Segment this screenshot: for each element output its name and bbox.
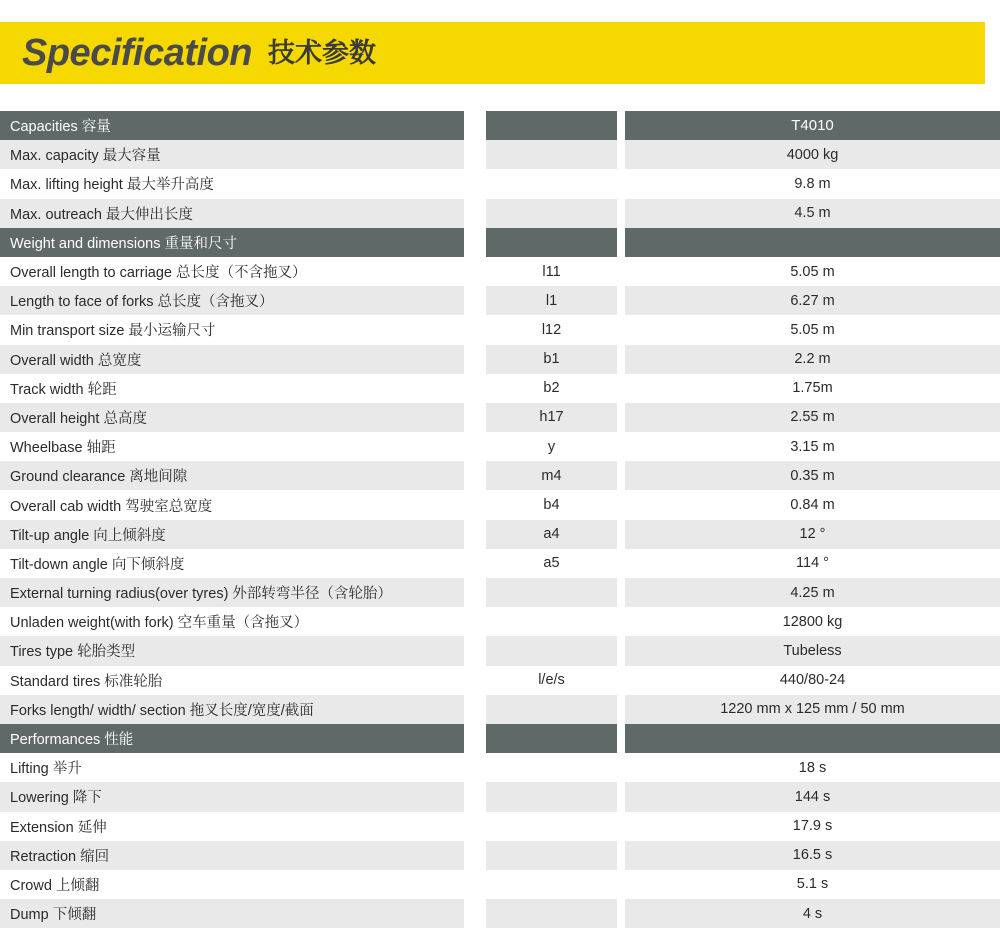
table-row: [0, 870, 1000, 899]
spec-symbol: [486, 753, 617, 782]
spec-symbol: [486, 169, 617, 198]
spec-value: 5.05 m: [625, 315, 1000, 344]
table-row: [0, 199, 1000, 228]
spec-symbol: [486, 228, 617, 257]
spec-value: 4000 kg: [625, 140, 1000, 169]
spec-label: Unladen weight(with fork) 空车重量（含拖叉）: [0, 607, 464, 636]
spec-value: 4.25 m: [625, 578, 1000, 607]
spec-label: Overall cab width 驾驶室总宽度: [0, 490, 464, 519]
table-row: [0, 578, 1000, 607]
page-title-chinese: 技术参数: [268, 37, 376, 68]
spec-label: Capacities 容量: [0, 111, 464, 140]
spec-symbol: [486, 724, 617, 753]
table-row: [0, 432, 1000, 461]
table-row: [0, 374, 1000, 403]
spec-value: 6.27 m: [625, 286, 1000, 315]
spec-symbol: b1: [486, 345, 617, 374]
spec-value: 4 s: [625, 899, 1000, 928]
spec-label: Weight and dimensions 重量和尺寸: [0, 228, 464, 257]
table-row: [0, 812, 1000, 841]
table-row: [0, 695, 1000, 724]
table-section-row: [0, 111, 1000, 140]
spec-label: Overall height 总高度: [0, 403, 464, 432]
table-row: [0, 140, 1000, 169]
spec-symbol: [486, 695, 617, 724]
table-row: [0, 899, 1000, 928]
spec-label: Performances 性能: [0, 724, 464, 753]
spec-symbol: [486, 111, 617, 140]
spec-symbol: b4: [486, 490, 617, 519]
spec-value: 1220 mm x 125 mm / 50 mm: [625, 695, 1000, 724]
spec-label: Dump 下倾翻: [0, 899, 464, 928]
spec-value: 17.9 s: [625, 812, 1000, 841]
spec-symbol: h17: [486, 403, 617, 432]
spec-symbol: m4: [486, 461, 617, 490]
table-row: [0, 782, 1000, 811]
spec-label: Max. outreach 最大伸出长度: [0, 199, 464, 228]
table-row: [0, 666, 1000, 695]
table-section-row: [0, 228, 1000, 257]
table-row: [0, 315, 1000, 344]
spec-value: Tubeless: [625, 636, 1000, 665]
spec-label: Max. capacity 最大容量: [0, 140, 464, 169]
spec-value: 16.5 s: [625, 841, 1000, 870]
spec-symbol: [486, 899, 617, 928]
spec-label: Standard tires 标准轮胎: [0, 666, 464, 695]
page-banner: [0, 22, 985, 84]
spec-symbol: [486, 140, 617, 169]
spec-label: Ground clearance 离地间隙: [0, 461, 464, 490]
spec-value: 18 s: [625, 753, 1000, 782]
spec-label: Wheelbase 轴距: [0, 432, 464, 461]
spec-symbol: [486, 812, 617, 841]
spec-symbol: a5: [486, 549, 617, 578]
table-row: [0, 841, 1000, 870]
spec-label: Extension 延伸: [0, 812, 464, 841]
spec-value: 12 °: [625, 520, 1000, 549]
spec-symbol: [486, 782, 617, 811]
table-row: [0, 461, 1000, 490]
spec-label: Length to face of forks 总长度（含拖叉）: [0, 286, 464, 315]
spec-symbol: b2: [486, 374, 617, 403]
spec-symbol: [486, 607, 617, 636]
spec-symbol: [486, 199, 617, 228]
spec-value: 2.2 m: [625, 345, 1000, 374]
spec-label: Lifting 举升: [0, 753, 464, 782]
spec-value: [625, 228, 1000, 257]
spec-value: 5.05 m: [625, 257, 1000, 286]
table-row: [0, 753, 1000, 782]
spec-value: 5.1 s: [625, 870, 1000, 899]
spec-symbol: [486, 578, 617, 607]
spec-label: Crowd 上倾翻: [0, 870, 464, 899]
spec-label: Retraction 缩回: [0, 841, 464, 870]
spec-symbol: [486, 870, 617, 899]
spec-symbol: l11: [486, 257, 617, 286]
spec-symbol: l/e/s: [486, 666, 617, 695]
spec-symbol: [486, 841, 617, 870]
spec-label: Tilt-up angle 向上倾斜度: [0, 520, 464, 549]
table-row: [0, 607, 1000, 636]
table-row: [0, 490, 1000, 519]
spec-value: 0.84 m: [625, 490, 1000, 519]
spec-label: Forks length/ width/ section 拖叉长度/宽度/截面: [0, 695, 464, 724]
spec-value: 144 s: [625, 782, 1000, 811]
table-row: [0, 286, 1000, 315]
spec-label: Max. lifting height 最大举升高度: [0, 169, 464, 198]
spec-label: Overall width 总宽度: [0, 345, 464, 374]
spec-value: 1.75m: [625, 374, 1000, 403]
spec-value: 12800 kg: [625, 607, 1000, 636]
spec-value: T4010: [625, 111, 1000, 140]
spec-value: 440/80-24: [625, 666, 1000, 695]
spec-value: 0.35 m: [625, 461, 1000, 490]
spec-value: 114 °: [625, 549, 1000, 578]
spec-label: Tires type 轮胎类型: [0, 636, 464, 665]
table-row: [0, 636, 1000, 665]
spec-label: External turning radius(over tyres) 外部转弯半径（含轮胎）: [0, 578, 464, 607]
spec-label: Tilt-down angle 向下倾斜度: [0, 549, 464, 578]
table-row: [0, 169, 1000, 198]
table-row: [0, 403, 1000, 432]
spec-value: 4.5 m: [625, 199, 1000, 228]
table-row: [0, 345, 1000, 374]
table-row: [0, 520, 1000, 549]
spec-symbol: l1: [486, 286, 617, 315]
spec-value: 2.55 m: [625, 403, 1000, 432]
spec-value: [625, 724, 1000, 753]
page-title: Specification: [22, 32, 252, 74]
spec-label: Overall length to carriage 总长度（不含拖叉）: [0, 257, 464, 286]
spec-symbol: y: [486, 432, 617, 461]
spec-symbol: a4: [486, 520, 617, 549]
specification-table: [0, 111, 1000, 928]
spec-label: Track width 轮距: [0, 374, 464, 403]
spec-label: Min transport size 最小运输尺寸: [0, 315, 464, 344]
table-row: [0, 549, 1000, 578]
spec-symbol: l12: [486, 315, 617, 344]
table-row: [0, 257, 1000, 286]
spec-symbol: [486, 636, 617, 665]
table-section-row: [0, 724, 1000, 753]
spec-value: 3.15 m: [625, 432, 1000, 461]
spec-label: Lowering 降下: [0, 782, 464, 811]
spec-value: 9.8 m: [625, 169, 1000, 198]
